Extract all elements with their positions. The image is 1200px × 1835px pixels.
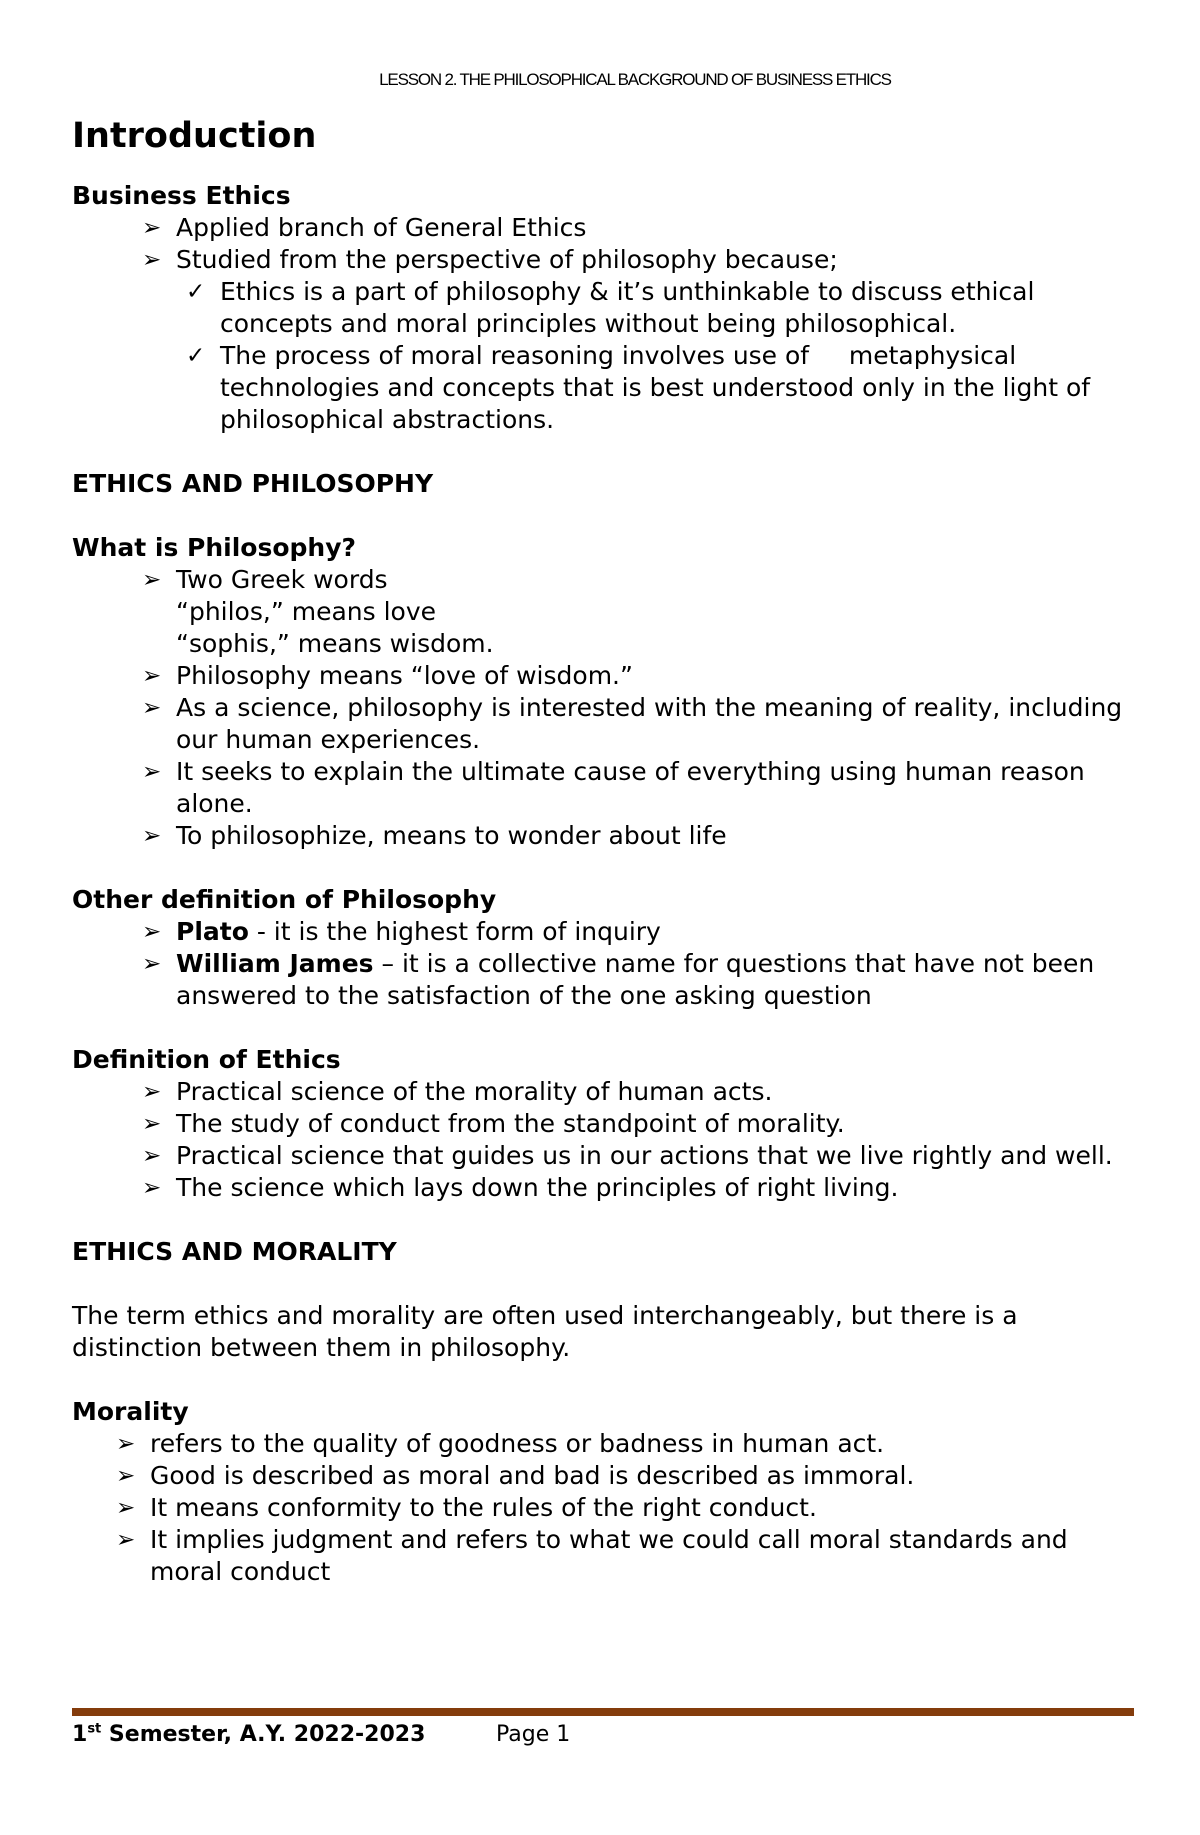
running-header: LESSON 2. THE PHILOSOPHICAL BACKGROUND OF BUSINESS ETHICS: [379, 70, 891, 89]
subheading-definition-of-ethics: Definition of Ethics: [72, 1045, 341, 1074]
list-item: ➢ The study of conduct from the standpoint of morality.: [142, 1109, 845, 1138]
arrow-bullet-icon: ➢: [142, 215, 162, 241]
reasons-list: [72, 276, 1132, 436]
arrow-bullet-icon: ➢: [142, 1175, 162, 1201]
list-item: ➢ Applied branch of General Ethics: [142, 213, 587, 242]
subheading-other-definition: Other definition of Philosophy: [72, 885, 497, 914]
arrow-bullet-icon: ➢: [142, 823, 162, 849]
list-item: ✓ The process of moral reasoning involves use of metaphysical technologies and concepts that is best understood only in the light of philosophical abstractions.: [186, 341, 1099, 434]
checkmark-icon: ✓: [186, 279, 206, 305]
philosopher-name: Plato: [176, 917, 249, 946]
footer-rule: [72, 1708, 1134, 1716]
list-item: ➢ It implies judgment and refers to what we could call moral standards and moral conduct: [116, 1525, 1068, 1586]
list-item: ➢ Practical science of the morality of human acts.: [142, 1077, 773, 1106]
page-content: [72, 114, 1132, 1588]
arrow-bullet-icon: ➢: [142, 759, 162, 785]
page-title: Introduction: [72, 116, 317, 156]
list-item: ➢ Good is described as moral and bad is described as immoral.: [116, 1461, 915, 1490]
subheading-business-ethics: Business Ethics: [72, 181, 291, 210]
list-item: ➢ It means conformity to the rules of the right conduct.: [116, 1493, 817, 1522]
philosopher-name: William James: [176, 949, 374, 978]
arrow-bullet-icon: ➢: [142, 567, 162, 593]
greek-word-line: “sophis,” means wisdom.: [176, 629, 494, 658]
other-definitions-list: [72, 916, 1132, 1012]
page-number: Page 1: [496, 1722, 571, 1747]
greek-word-line: “philos,” means love: [176, 597, 437, 626]
list-item: ➢ Studied from the perspective of philosophy because;: [142, 245, 838, 274]
arrow-bullet-icon: ➢: [142, 919, 162, 945]
list-item: ➢ William James – it is a collective name for questions that have not been answered to the satisfaction of the one asking question: [142, 949, 1095, 1010]
arrow-bullet-icon: ➢: [142, 1111, 162, 1137]
page-footer: [72, 1722, 571, 1748]
philosophy-list: [72, 564, 1132, 596]
section-heading-ethics-morality: ETHICS AND MORALITY: [72, 1237, 397, 1266]
list-item: ➢ Philosophy means “love of wisdom.”: [142, 661, 633, 690]
arrow-bullet-icon: ➢: [142, 1143, 162, 1169]
arrow-bullet-icon: ➢: [142, 1079, 162, 1105]
morality-list: [72, 1428, 1132, 1588]
arrow-bullet-icon: ➢: [116, 1431, 136, 1457]
arrow-bullet-icon: ➢: [142, 951, 162, 977]
ethics-definitions-list: [72, 1076, 1132, 1204]
morality-intro-paragraph: The term ethics and morality are often used interchangeably, but there is a distinction between them in philosophy.: [72, 1301, 1018, 1362]
semester-label: 1st Semester, A.Y. 2022-2023: [72, 1722, 426, 1748]
list-item: ➢ It seeks to explain the ultimate cause of everything using human reason alone.: [142, 757, 1085, 818]
subheading-what-is-philosophy: What is Philosophy?: [72, 533, 357, 562]
arrow-bullet-icon: ➢: [142, 663, 162, 689]
list-item: ➢ The science which lays down the principles of right living.: [142, 1173, 899, 1202]
list-item: ➢ To philosophize, means to wonder about life: [142, 821, 727, 850]
list-item: ➢ Two Greek words: [142, 565, 388, 594]
business-ethics-list: [72, 212, 1132, 276]
subheading-morality: Morality: [72, 1397, 189, 1426]
philosophy-list-continued: [72, 660, 1132, 852]
list-item: ➢ Plato - it is the highest form of inquiry: [142, 917, 661, 946]
arrow-bullet-icon: ➢: [116, 1527, 136, 1553]
arrow-bullet-icon: ➢: [116, 1495, 136, 1521]
list-item: ✓ Ethics is a part of philosophy & it’s unthinkable to discuss ethical concepts and moral principles without being philosophical.: [186, 277, 1035, 338]
section-heading-ethics-philosophy: ETHICS AND PHILOSOPHY: [72, 469, 434, 498]
list-item: ➢ Practical science that guides us in our actions that we live rightly and well.: [142, 1141, 1113, 1170]
arrow-bullet-icon: ➢: [142, 247, 162, 273]
list-item: ➢ refers to the quality of goodness or badness in human act.: [116, 1429, 885, 1458]
checkmark-icon: ✓: [186, 343, 206, 369]
list-item: ➢ As a science, philosophy is interested with the meaning of reality, including our human experiences.: [142, 693, 1123, 754]
arrow-bullet-icon: ➢: [116, 1463, 136, 1489]
arrow-bullet-icon: ➢: [142, 695, 162, 721]
